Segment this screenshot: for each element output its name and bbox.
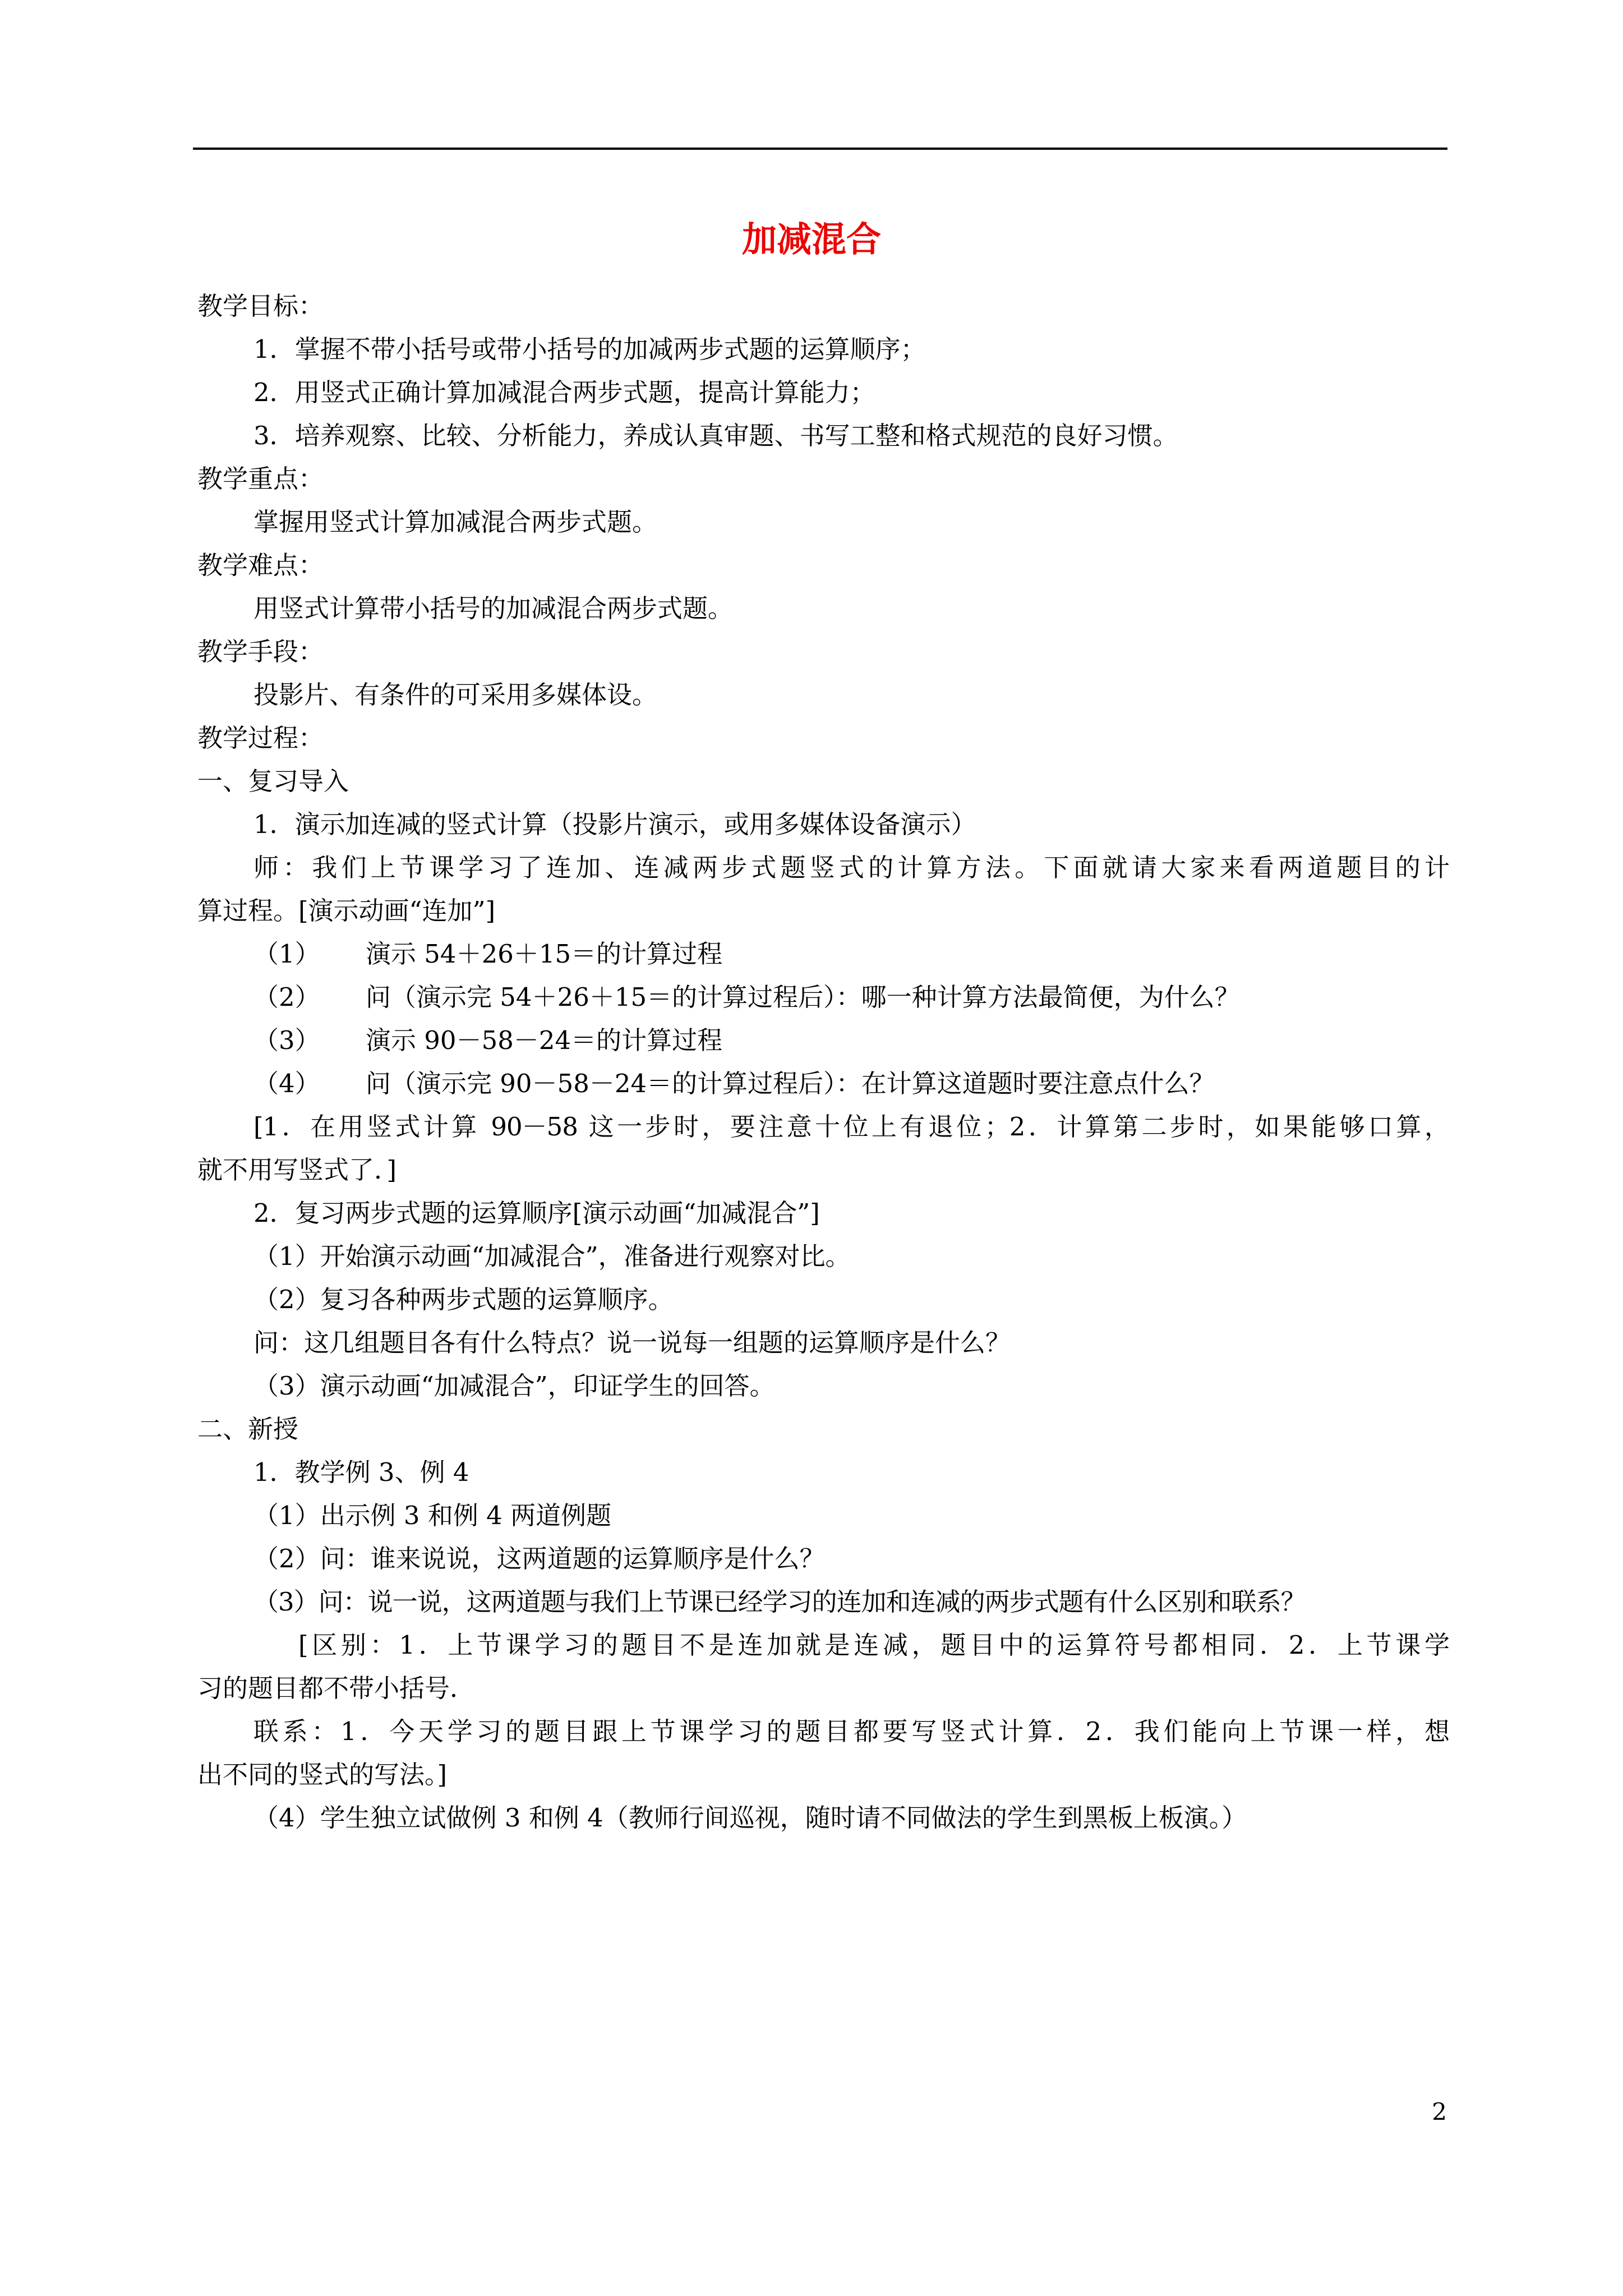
step-item [197, 1019, 1449, 1062]
means-text: 投影片、有条件的可采用多媒体设。 [253, 680, 658, 710]
note-line-continued: 就不用写竖式了．] [197, 1155, 397, 1185]
process-heading: 教学过程： [197, 723, 324, 753]
note-line: [1．在用竖式计算 90－58 这一步时，要注意十位上有退位；2．计算第二步时，如果能够口算， [253, 1112, 1449, 1142]
difficulty-heading: 教学难点： [197, 550, 324, 580]
key-heading: 教学重点： [197, 464, 324, 494]
step-text: 问（演示完 54＋26＋15＝的计算过程后）：哪一种计算方法最简便，为什么？ [366, 982, 1240, 1012]
part2-heading: 二、新授 [197, 1414, 299, 1444]
part2-item1: 1．教学例 3、例 4 [253, 1457, 469, 1487]
step-text: 问（演示完 90－58－24＝的计算过程后）：在计算这道题时要注意点什么？ [366, 1069, 1215, 1098]
means-heading: 教学手段： [197, 637, 324, 666]
objectives-heading: 教学目标： [197, 291, 324, 321]
item2-sub: （1）开始演示动画“加减混合”，准备进行观察对比。 [253, 1241, 851, 1271]
part2-sub: （3）问：说一说，这两道题与我们上节课已经学习的连加和连减的两步式题有什么区别和联系？ [253, 1587, 1306, 1617]
objective-item: 2．用竖式正确计算加减混合两步式题，提高计算能力； [253, 378, 875, 407]
step-text: 演示 54＋26＋15＝的计算过程 [366, 939, 723, 969]
part2-sub: （4）学生独立试做例 3 和例 4（教师行间巡视，随时请不同做法的学生到黑板上板演。） [253, 1803, 1247, 1833]
key-text: 掌握用竖式计算加减混合两步式题。 [253, 507, 658, 537]
connection-line-continued: 出不同的竖式的写法。] [197, 1760, 448, 1789]
part1-item2: 2．复习两步式题的运算顺序[演示动画“加减混合”] [253, 1198, 820, 1228]
step-number: （3） [253, 1025, 320, 1055]
objective-item: 3．培养观察、比较、分析能力，养成认真审题、书写工整和格式规范的良好习惯。 [253, 421, 1178, 450]
item2-sub: （2）复习各种两步式题的运算顺序。 [253, 1285, 674, 1314]
part1-item1: 1．演示加连减的竖式计算（投影片演示，或用多媒体设备演示） [253, 809, 976, 839]
difficulty-text: 用竖式计算带小括号的加减混合两步式题。 [253, 593, 734, 623]
step-item [197, 1062, 1449, 1105]
teacher-line-continued: 算过程。[演示动画“连加”] [197, 896, 496, 926]
difference-line-continued: 习的题目都不带小括号． [197, 1673, 476, 1703]
page-number: 2 [1432, 2098, 1447, 2125]
step-text: 演示 90－58－24＝的计算过程 [366, 1025, 723, 1055]
item2-question: 问：这几组题目各有什么特点？说一说每一组题的运算顺序是什么？ [253, 1328, 1011, 1358]
document-body [197, 284, 1449, 1839]
step-item [197, 932, 1449, 976]
step-number: （1） [253, 939, 320, 969]
objective-item: 1．掌握不带小括号或带小括号的加减两步式题的运算顺序； [253, 334, 926, 364]
step-number: （2） [253, 982, 320, 1012]
document-title: 加减混合 [741, 219, 881, 260]
connection-line: 联系：1．今天学习的题目跟上节课学习的题目都要写竖式计算．2．我们能向上节课一样，想 [253, 1717, 1449, 1746]
difference-line: [区别：1．上节课学习的题目不是连加就是连减，题目中的运算符号都相同．2．上节课学 [298, 1630, 1449, 1660]
item2-sub: （3）演示动画“加减混合”，印证学生的回答。 [253, 1371, 775, 1401]
step-item [197, 976, 1449, 1019]
teacher-line: 师：我们上节课学习了连加、连减两步式题竖式的计算方法。下面就请大家来看两道题目的计 [253, 853, 1449, 882]
part2-sub: （2）问：谁来说说，这两道题的运算顺序是什么？ [253, 1544, 825, 1573]
header-rule [193, 148, 1447, 150]
step-number: （4） [253, 1069, 320, 1098]
part2-sub: （1）出示例 3 和例 4 两道例题 [253, 1501, 612, 1530]
part1-heading: 一、复习导入 [197, 766, 349, 796]
